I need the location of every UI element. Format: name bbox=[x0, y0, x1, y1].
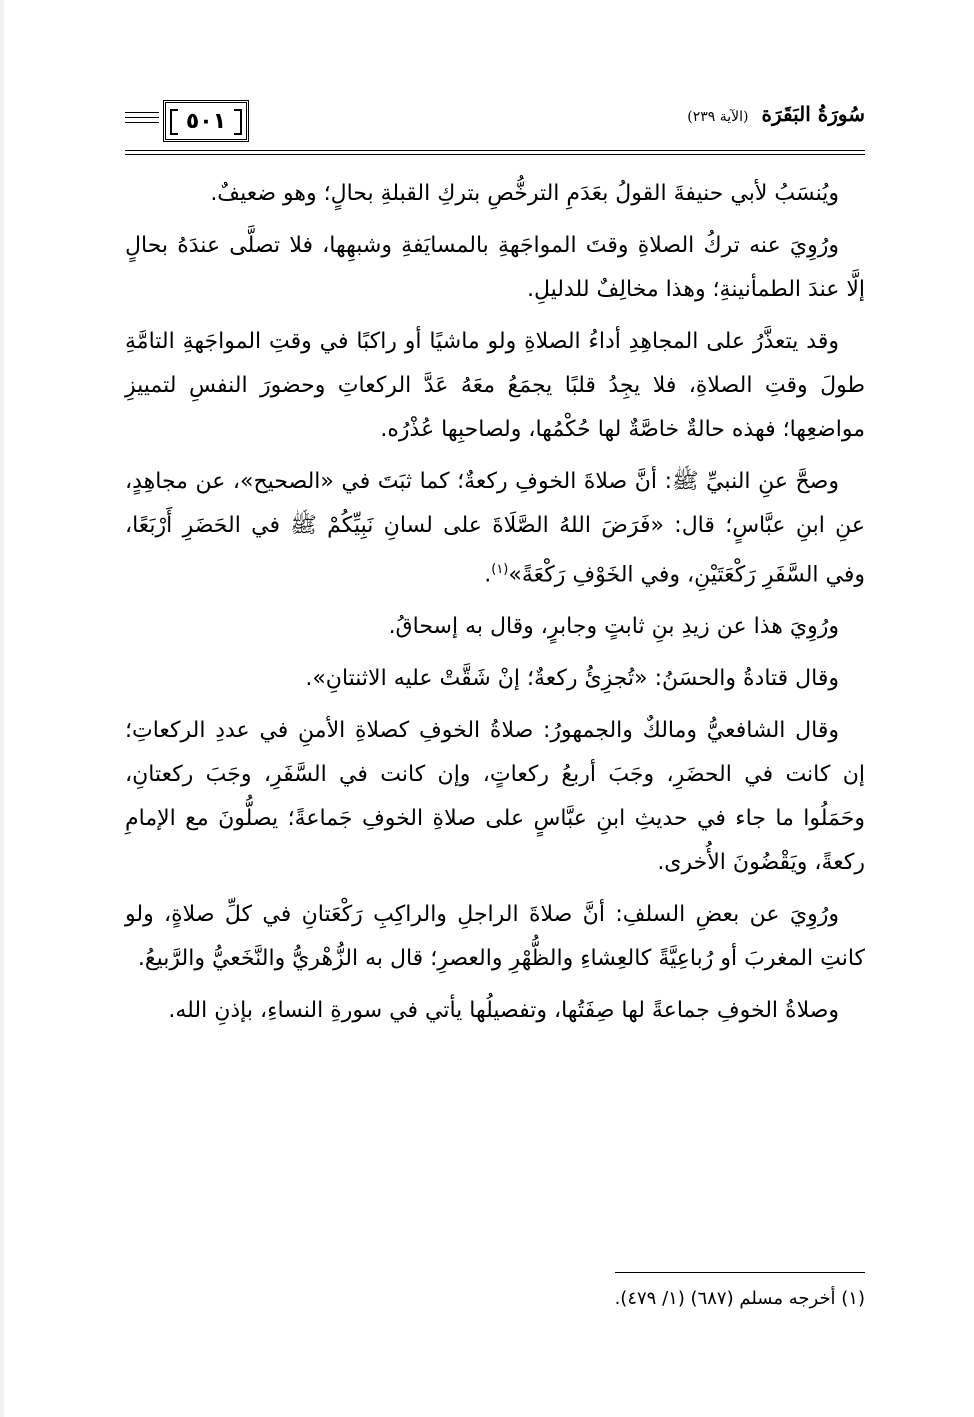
paragraph: وقد يتعذَّرُ على المجاهِدِ أداءُ الصلاةِ ولو ماشيًا أو راكبًا في وقتِ المواجَهةِ التامَّةِ طولَ وقتِ الصلاةِ، فلا يجِدُ قلبًا يجمَعُ معَهُ عَدَّ الركعاتِ وحضورَ النفسِ لتمييزِ مواضعِها؛ فهذه حالةٌ خاصَّةٌ لها حُكْمُها، ولصاحبِها عُذْرُه. bbox=[125, 329, 865, 442]
main-text bbox=[125, 172, 865, 1041]
paragraph: وقال الشافعيُّ ومالكٌ والجمهورُ: صلاةُ الخوفِ كصلاةِ الأمنِ في عددِ الركعاتِ؛ إن كانت في الحضَرِ، وجَبَ أربعُ ركعاتٍ، وإن كانت في السَّفَرِ، وجَبَ ركعتانِ، وحَمَلُوا ما جاء في حديثِ ابنِ عبَّاسٍ على صلاةِ الخوفِ جَماعةً؛ يصلُّونَ مع الإمامِ ركعةً، ويَقْضُونَ الأُخرى. bbox=[125, 718, 865, 876]
page-edge bbox=[0, 0, 4, 1417]
header-rule-second bbox=[125, 154, 865, 155]
footnote-rule bbox=[615, 1272, 865, 1273]
page-number-box bbox=[163, 100, 249, 142]
paragraph-text: وصحَّ عنِ النبيِّ ﷺ: أنَّ صلاةَ الخوفِ ركعةٌ؛ كما ثبَتَ في «الصحيح»، عن مجاهِدٍ، عنِ ابنِ عبَّاسٍ؛ قال: «فَرَضَ اللهُ الصَّلَاةَ على لسانِ نَبِيِّكُمْ ﷺ في الحَضَرِ أَرْبَعًا، وفي السَّفَرِ رَكْعَتَيْنِ، وفي الخَوْفِ رَكْعَةً» bbox=[125, 469, 865, 588]
paragraph-with-footnote: وصحَّ عنِ النبيِّ ﷺ: أنَّ صلاةَ الخوفِ ركعةٌ؛ كما ثبَتَ في «الصحيح»، عن مجاهِدٍ، عنِ ابنِ عبَّاسٍ؛ قال: «فَرَضَ اللهُ الصَّلَاةَ على لسانِ نَبِيِّكُمْ ﷺ في الحَضَرِ أَرْبَعًا، وفي السَّفَرِ رَكْعَتَيْنِ، وفي الخَوْفِ رَكْعَةً»$^{(١)}$. bbox=[125, 469, 865, 588]
paragraph: ويُنسَبُ لأبي حنيفةَ القولُ بعَدَمِ الترخُّصِ بتركِ القبلةِ بحالٍ؛ وهو ضعيفٌ. bbox=[210, 181, 839, 206]
ayah-label: (الآية ٢٣٩) bbox=[687, 109, 749, 125]
header-rule bbox=[125, 150, 865, 151]
header-ornament-lines bbox=[125, 112, 159, 127]
page-header bbox=[125, 92, 865, 162]
paragraph: وصلاةُ الخوفِ جماعةً لها صِفَتُها، وتفصيلُها يأتي في سورةِ النساءِ، بإذنِ الله. bbox=[168, 998, 839, 1024]
paragraph: ورُوِيَ عن بعضِ السلفِ: أنَّ صلاةَ الراجلِ والراكِبِ رَكْعَتانِ في كلِّ صلاةٍ، ولو كانتِ المغربَ أو رُباعِيَّةً كالعِشاءِ والظُّهْرِ والعصرِ؛ قال به الزُّهْريُّ والنَّخَعيُّ والرَّبيعُ. bbox=[125, 902, 865, 972]
page-number: ٥٠١ bbox=[185, 108, 227, 134]
paragraph: ورُوِيَ هذا عن زيدِ بنِ ثابتٍ وجابرٍ، وقال به إسحاقُ. bbox=[388, 614, 839, 640]
sura-title bbox=[687, 102, 865, 126]
sura-name: سُورَةُ البَقَرَة bbox=[761, 102, 865, 126]
paragraph: وقال قتادةُ والحسَنُ: «تُجزِئُ ركعةٌ؛ إنْ شَقَّتْ عليه الاثنتانِ». bbox=[305, 666, 839, 692]
footnote-marker[interactable]: (١) bbox=[491, 562, 509, 577]
paragraph: ورُوِيَ عنه تركُ الصلاةِ وقتَ المواجَهةِ بالمسايَفةِ وشبهِها، فلا تصلَّى عندَهُ بحالٍ إلَّا عندَ الطمأنينةِ؛ وهذا مخالِفٌ للدليلِ. bbox=[125, 233, 865, 302]
footnote: (١) أخرجه مسلم (٦٨٧) (١/ ٤٧٩). bbox=[614, 1288, 865, 1309]
